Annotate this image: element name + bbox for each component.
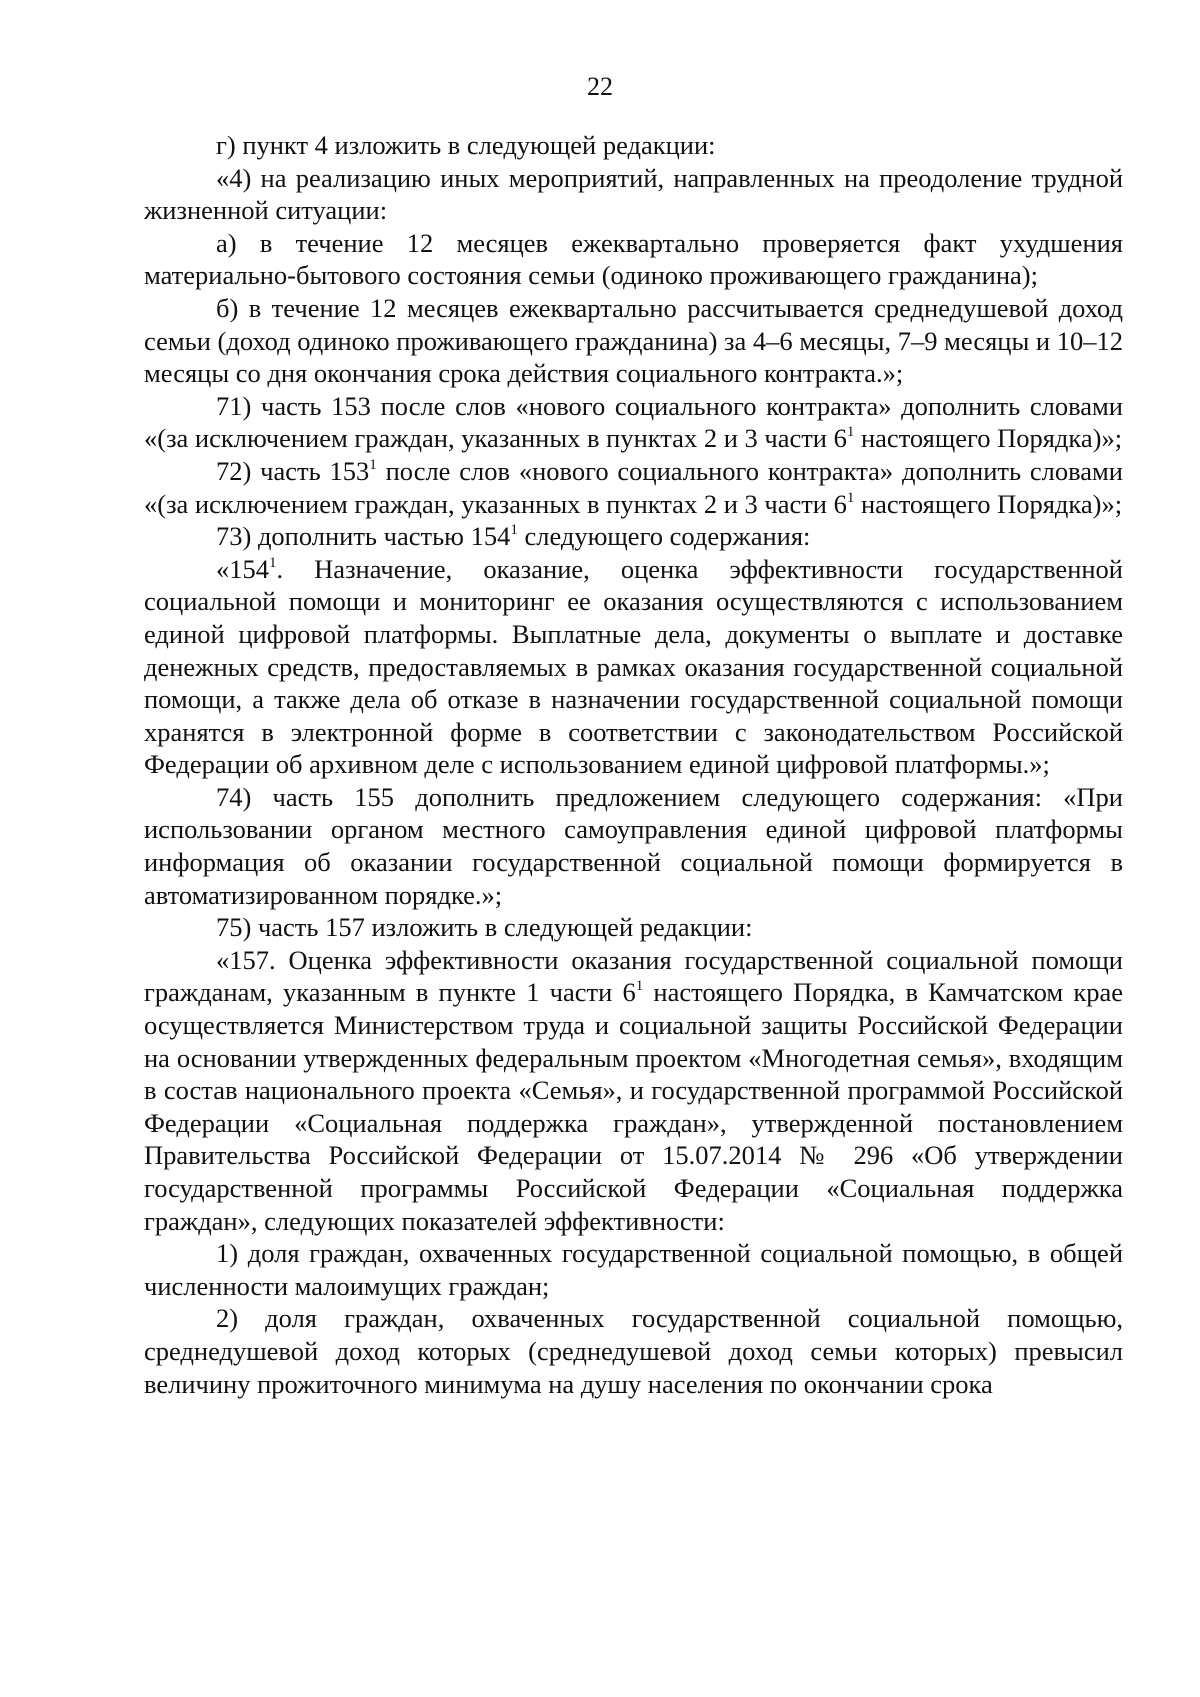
paragraph-text: 74) часть 155 дополнить предложением следующего содержания: «При использовании органом местного самоуправления единой цифровой платформы информация об оказании государственной социальной помощи формируется в автоматизированном порядке.»;: [144, 781, 1123, 910]
superscript: [510, 521, 518, 551]
paragraph: [144, 129, 1123, 162]
paragraph: [144, 162, 1123, 227]
paragraph: [144, 781, 1123, 911]
paragraph-text: следующего содержания:: [517, 521, 811, 552]
superscript-text: 1: [635, 978, 644, 995]
paragraph-text: «154: [216, 553, 269, 584]
superscript-text: 1: [369, 456, 377, 473]
paragraph: [144, 1302, 1123, 1400]
superscript: [269, 554, 277, 584]
paragraph-text: г) пункт 4 изложить в следующей редакции:: [216, 130, 716, 160]
superscript-text: 1: [846, 424, 855, 441]
paragraph-text: «4) на реализацию иных мероприятий, направленных на преодоление трудной жизненной ситуации:: [144, 162, 1123, 226]
paragraph-text: 72) часть 153: [216, 455, 370, 486]
paragraph: [144, 390, 1123, 455]
paragraph-text: настоящего Порядка)»;: [854, 423, 1123, 454]
paragraph-text: 2) доля граждан, охваченных государственной социальной помощью, среднедушевой доход которых (среднедушевой доход семьи которых) превысил величину прожиточного минимума на душу населения по окончании срока: [144, 1303, 1123, 1399]
paragraph: [144, 227, 1123, 292]
superscript-text: 1: [269, 554, 277, 571]
paragraph: [144, 553, 1123, 781]
paragraph-text: после слов «нового социального контракта» дополнить словами «(за исключением граждан, указанных в пунктах 2 и 3 части 6: [144, 455, 1123, 519]
paragraph: [144, 520, 1123, 553]
paragraph-text: 1) доля граждан, охваченных государственной социальной помощью, в общей численности малоимущих граждан;: [144, 1238, 1123, 1301]
paragraph-text: настоящего Порядка)»;: [854, 488, 1123, 519]
paragraph: [144, 911, 1123, 944]
paragraph: [144, 1237, 1123, 1302]
paragraph-text: 71) часть 153 после слов «нового социального контракта» дополнить словами «(за исключением граждан, указанных в пунктах 2 и 3 части 6: [144, 390, 1123, 454]
page-number: 22: [587, 72, 613, 101]
paragraph-text: 73) дополнить частью 154: [216, 521, 511, 552]
paragraph-text: настоящего Порядка, в Камчатском крае осуществляется Министерством труда и социальной защиты Российской Федерации на основании утвержденных федеральным проектом «Многодетная семья», входящим в состав национального проекта «Семья», и государственной программой Российской Федерации «Социальная поддержка граждан», утвержденной постановлением Правительства Российской Федерации от 15.07.2014 № 296 «Об утверждении государственной программы Российской Федерации «Социальная поддержка граждан», следующих показателей эффективности:: [144, 977, 1123, 1236]
superscript: [369, 456, 377, 486]
paragraph-text: . Назначение, оказание, оценка эффективности государственной социальной помощи и мониторинг ее оказания осуществляются с использованием единой цифровой платформы. Выплатные дела, документы о выплате и доставке денежных средств, предоставляемых в рамках оказания государственной социальной помощи, а также дела об отказе в назначении государственной социальной помощи хранятся в электронной форме в соответствии с законодательством Российской Федерации об архивном деле с использованием единой цифровой платформы.»;: [144, 553, 1123, 780]
paragraph-text: а) в течение 12 месяцев ежеквартально проверяется факт ухудшения материально-бытового состояния семьи (одиноко проживающего гражданина);: [144, 227, 1123, 291]
paragraph-text: б) в течение 12 месяцев ежеквартально рассчитывается среднедушевой доход семьи (доход одиноко проживающего гражданина) за 4–6 месяцы, 7–9 месяцы и 10–12 месяцы со дня окончания срока действия социального контракта.»;: [144, 292, 1123, 389]
paragraph: [144, 944, 1123, 1237]
paragraph: [144, 455, 1123, 520]
superscript-text: 1: [510, 522, 518, 539]
paragraph-text: «157. Оценка эффективности оказания государственной социальной помощи гражданам, указанным в пункте 1 части 6: [144, 944, 1123, 1008]
document-body: [144, 129, 1123, 1400]
paragraph: [144, 292, 1123, 390]
superscript-text: 1: [846, 489, 855, 506]
paragraph-text: 75) часть 157 изложить в следующей редакции:: [216, 912, 753, 943]
